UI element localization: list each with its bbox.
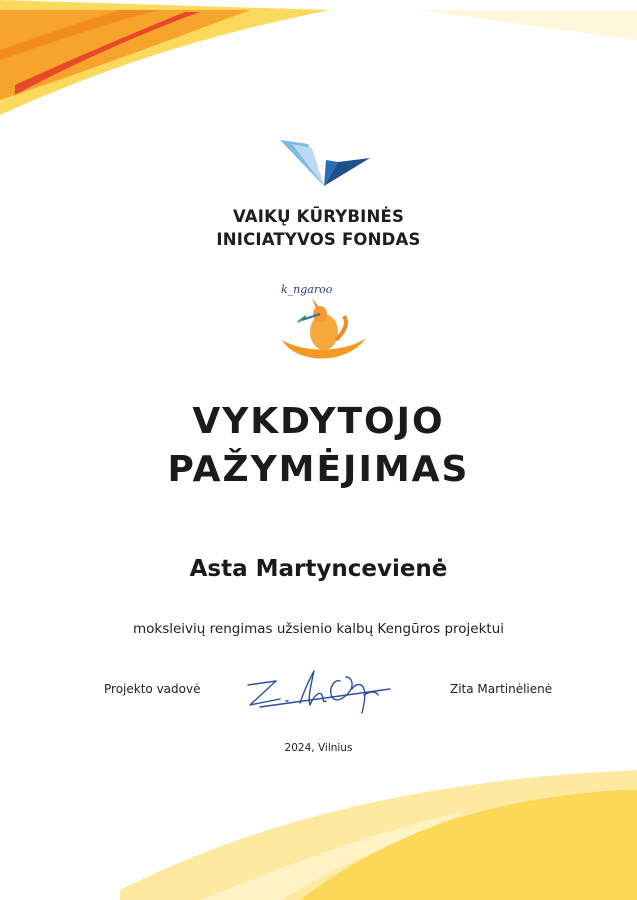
date-place: 2024, Vilnius [284,742,353,754]
signer-role: Projekto vadovė [104,682,201,696]
handwritten-signature [240,655,400,727]
certificate-title-line1: VYKDYTOJO [192,401,445,442]
signer-name: Zita Martinėlienė [450,682,553,696]
organization-name-line2: INICIATYVOS FONDAS [216,230,421,249]
bird-logo-icon [278,138,374,194]
recipient-name: Asta Martyncevienė [189,556,448,582]
kangaroo-logo-icon [276,280,372,370]
certificate-description: moksleivių rengimas užsienio kalbų Kengūros projektui [132,621,504,637]
certificate-title-line2: PAŽYMĖJIMAS [167,449,470,490]
organization-name-line1: VAIKŲ KŪRYBINĖS [232,207,405,226]
kangaroo-logo-text: k_ngaroo [281,283,333,296]
